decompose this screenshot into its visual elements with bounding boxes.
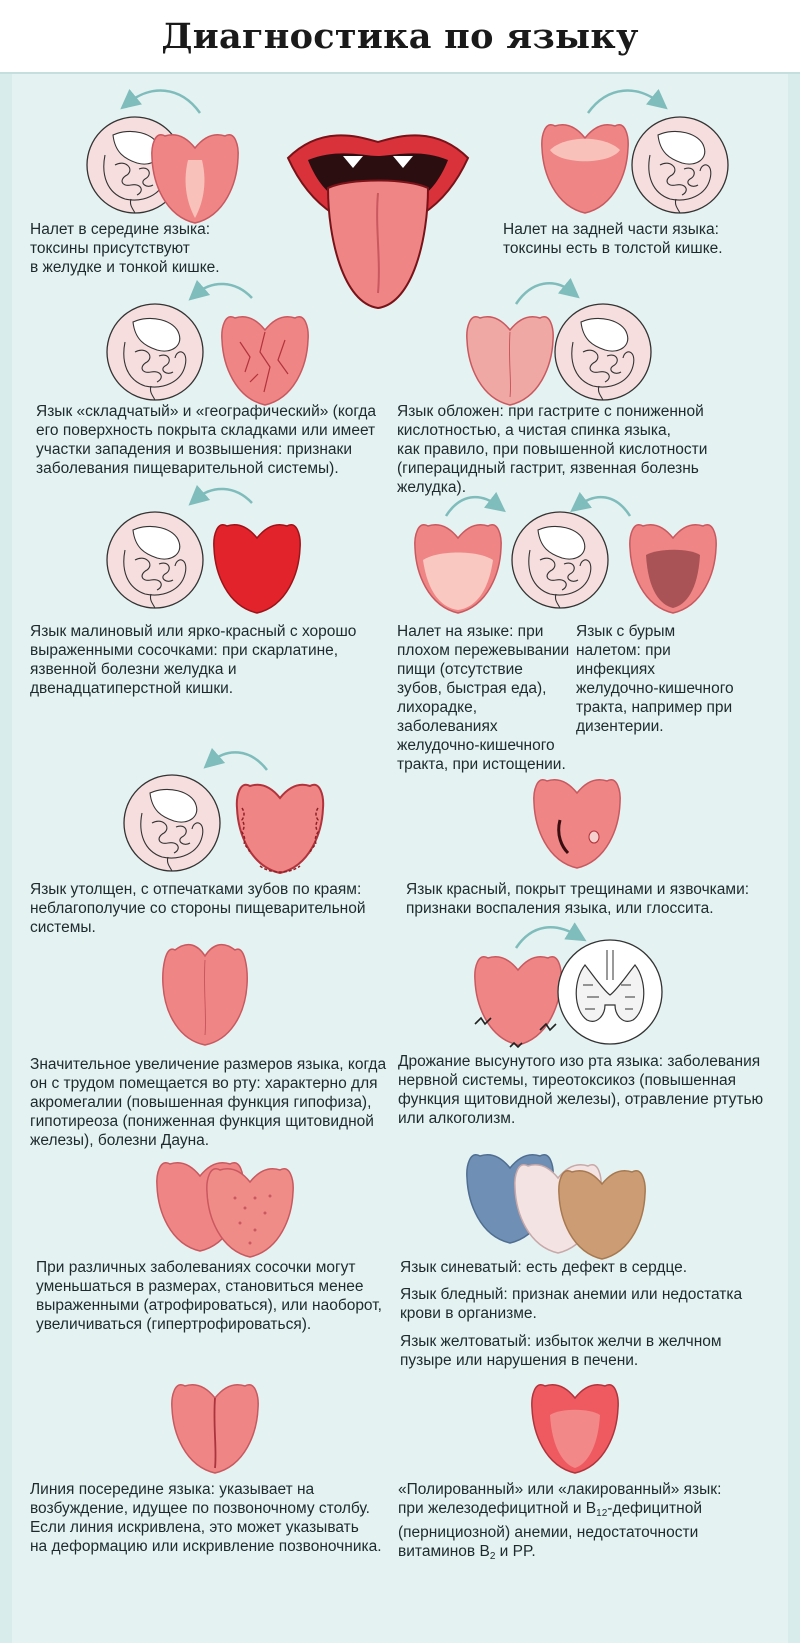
- text-enlarged: Значительное увеличение размеров языка, когда он с трудом помещается во рту: характерно для акромегалии (повышенная функция гипофиза), гипотиреоза (пониженная функция щитовидной железы), болезни Дауна.: [30, 1056, 387, 1149]
- tongues-color-icon: [470, 1150, 640, 1260]
- text-pale: Язык бледный: признак анемии или недостатка крови в организме.: [400, 1286, 743, 1322]
- arrow-icon: [120, 85, 210, 115]
- text-midline: Линия посередине языка: указывает на возбуждение, идущее по позвоночному столбу. Если линия искривлена, это может указывать на деформацию или искривление позвоночника.: [30, 1481, 382, 1555]
- tongues-papillae-icon: [155, 1158, 295, 1258]
- polished-line-1: «Полированный» или «лакированный» язык:: [398, 1481, 722, 1498]
- tongue-tremor-icon: [470, 952, 565, 1052]
- text-brown-coating: Язык с бурым налетом: при инфекциях желудочно-кишечного тракта, например при дизентерии.: [576, 623, 734, 735]
- text-papillae: При различных заболеваниях сосочки могут уменьшаться в размерах, становиться менее выраженными (атрофироваться), или наоборот, увеличиваться (гипертрофироваться).: [36, 1259, 382, 1333]
- text-crimson: Язык малиновый или ярко-красный с хорошо выраженными сосочками: при скарлатине, язвенной болезни желудка и двенадцатиперстной кишки.: [30, 623, 357, 697]
- page-title: Диагностика по языку: [161, 15, 639, 57]
- arrow-icon: [190, 280, 260, 310]
- tongue-crimson-icon: [212, 520, 302, 615]
- tongue-enlarged-icon: [160, 930, 250, 1050]
- stomach-intestine-icon: [625, 110, 745, 220]
- text-coating-chewing: Налет на языке: при плохом пережевывании пищи (отсутствие зубов, быстрая еда), лихорадке, заболеваниях желудочно-кишечного тракта, при истощении.: [397, 623, 570, 773]
- text-cracks: Язык красный, покрыт трещинами и язвочками: признаки воспаления языка, или глоссита.: [406, 881, 750, 917]
- tongue-polished-icon: [530, 1380, 620, 1475]
- text-yellowish: Язык желтоватый: избыток желчи в желчном пузыре или нарушения в печени.: [400, 1333, 722, 1369]
- tongue-folded-icon: [220, 312, 310, 407]
- text-polished: [398, 1480, 778, 1566]
- text-teeth-marks: Язык утолщен, с отпечатками зубов по краям: неблагополучие со стороны пищеварительной системы.: [30, 881, 366, 936]
- arrow-icon: [190, 485, 260, 515]
- polished-line-4: витаминов $B_2$ и PP.: [398, 1543, 536, 1562]
- tongue-midline-icon: [170, 1380, 260, 1475]
- text-tremor: Дрожание высунутого изо рта языка: заболевания нервной системы, тиреотоксикоз (повышенная функция щитовидной железы), отравление ртутью или алкоголизм.: [398, 1053, 764, 1127]
- tongue-teeth-marks-icon: [232, 778, 327, 878]
- tongue-coated-icon: [465, 312, 555, 407]
- stomach-intestine-icon: [105, 505, 225, 615]
- stomach-intestine-icon: [505, 505, 625, 615]
- tongue-brown-coating-icon: [628, 520, 718, 615]
- polished-line-2: при железодефицитной и $B_{12}$-дефицитной: [398, 1500, 702, 1519]
- tongue-back-coating-icon: [540, 120, 630, 215]
- tongue-center-coating-icon: [150, 130, 240, 225]
- text-bluish: Язык синеватый: есть дефект в сердце.: [400, 1259, 688, 1276]
- text-folded: Язык «складчатый» и «географический» (когда его поверхность покрыта складками или имеет участки западения и возвышения: признаки заболевания пищеварительной системы).: [36, 403, 377, 477]
- stomach-intestine-icon: [105, 300, 225, 405]
- tongue-cracks-icon: [532, 775, 622, 870]
- mouth-tongue-illustration: [283, 118, 473, 318]
- stomach-intestine-icon: [120, 768, 240, 878]
- tongue-coating-icon: [413, 520, 503, 615]
- arrow-icon: [205, 748, 275, 778]
- stomach-intestine-icon: [548, 300, 668, 405]
- header: [0, 0, 800, 74]
- text-center-coating: Налет в середине языка: токсины присутствуют в желудке и тонкой кишке.: [30, 221, 220, 276]
- thyroid-icon: [555, 935, 675, 1050]
- text-coated-gastritis: Язык обложен: при гастрите с пониженной кислотностью, а чистая спинка языка, как правило, при повышенной кислотности (гиперацидный гастрит, язвенная болезнь желудка).: [397, 403, 708, 496]
- polished-line-3: (пернициозной) анемии, недостаточности: [398, 1524, 699, 1541]
- text-back-coating: Налет на задней части языка: токсины есть в толстой кишке.: [503, 221, 723, 257]
